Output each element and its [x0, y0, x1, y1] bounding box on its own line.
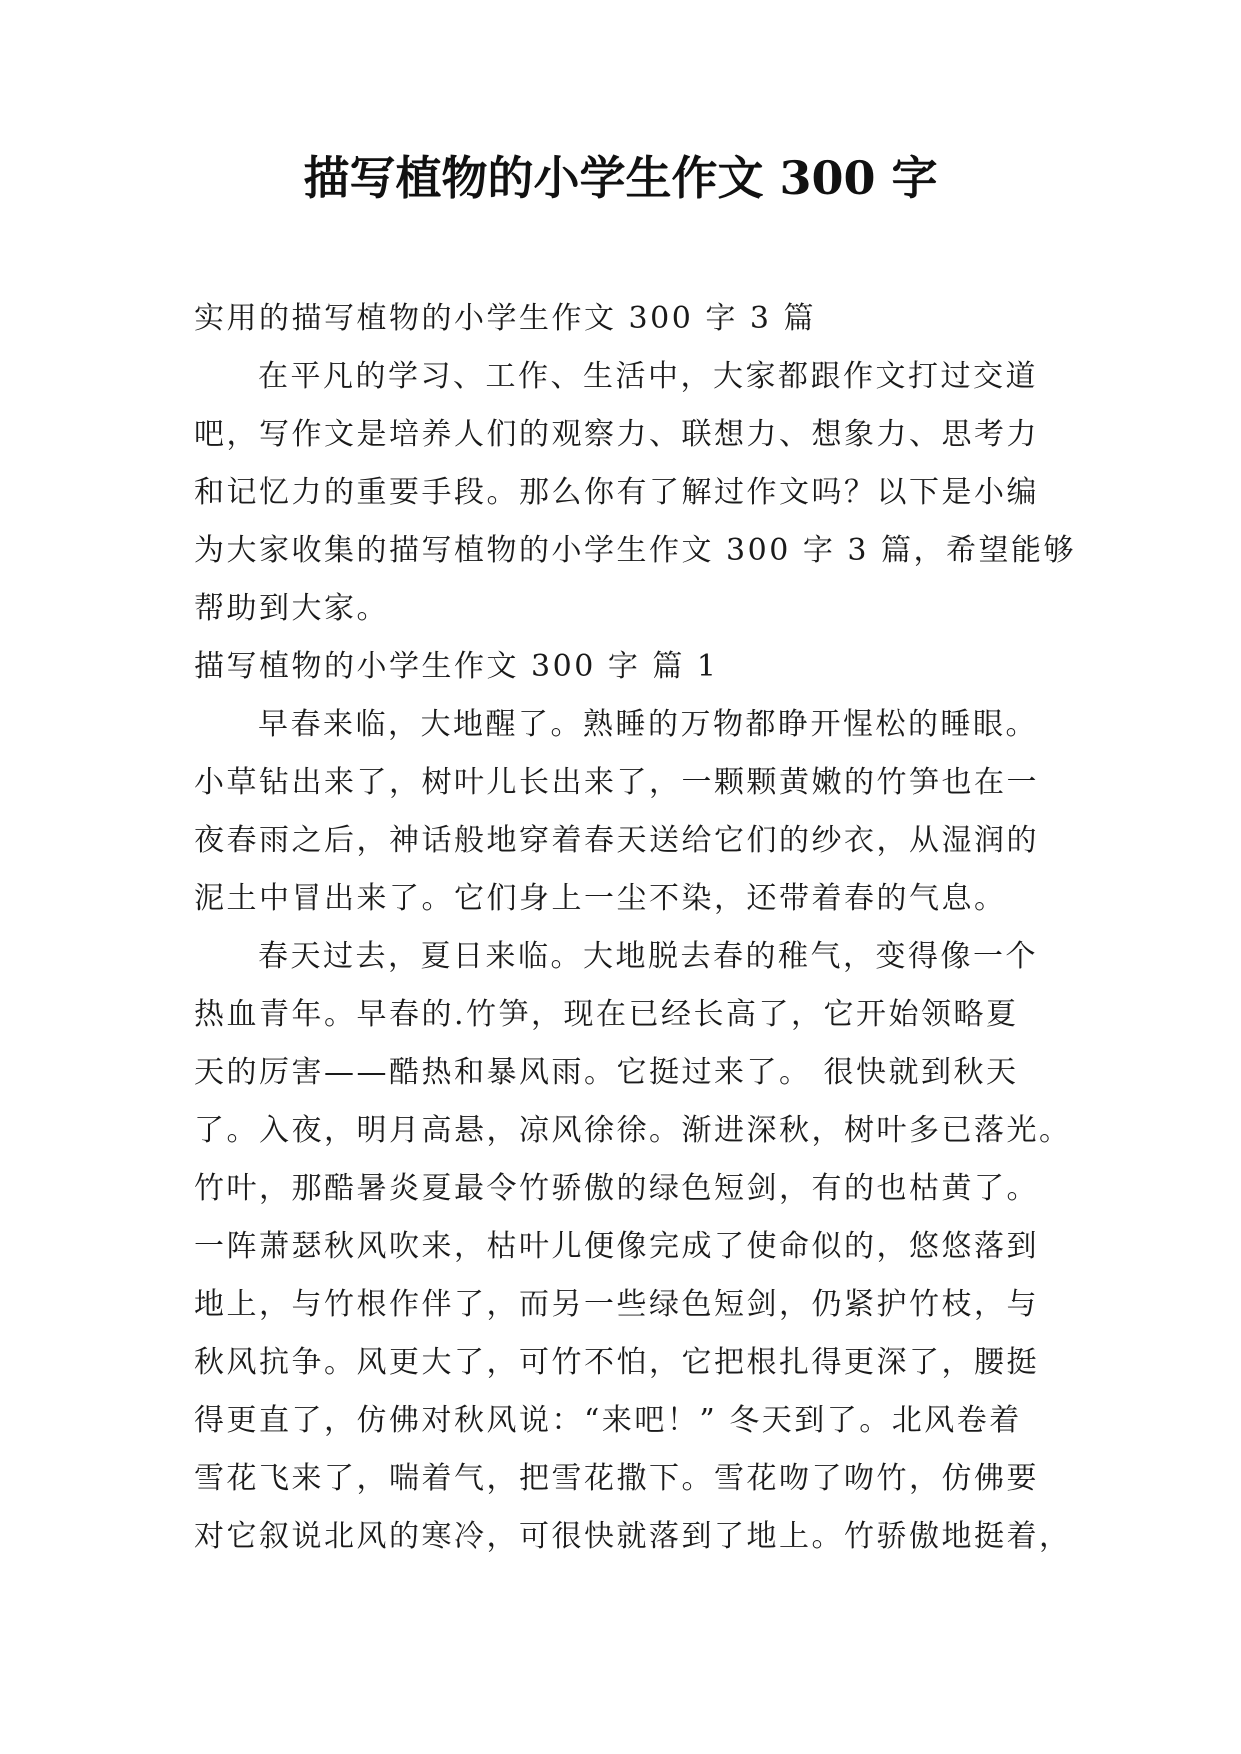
text-line: 描写植物的小学生作文 300 字 篇 1: [194, 649, 719, 684]
text-line: 早春来临，大地醒了。熟睡的万物都睁开惺松的睡眼。: [258, 707, 1038, 742]
text-line: 夜春雨之后，神话般地穿着春天送给它们的纱衣，从湿润的: [194, 823, 1039, 858]
text-line: 竹叶，那酷暑炎夏最令竹骄傲的绿色短剑，有的也枯黄了。: [194, 1171, 1039, 1206]
text-line: 在平凡的学习、工作、生活中，大家都跟作文打过交道: [258, 359, 1038, 394]
text-line: 实用的描写植物的小学生作文 300 字 3 篇: [194, 301, 816, 336]
document-title: 描写植物的小学生作文 300 字: [303, 151, 938, 205]
text-line: 得更直了，仿佛对秋风说：“来吧！” 冬天到了。北风卷着: [194, 1403, 1022, 1438]
text-line: 帮助到大家。: [194, 591, 389, 626]
text-line: 一阵萧瑟秋风吹来，枯叶儿便像完成了使命似的，悠悠落到: [194, 1229, 1039, 1264]
text-line: 秋风抗争。风更大了，可竹不怕，它把根扎得更深了，腰挺: [194, 1345, 1039, 1380]
text-line: 为大家收集的描写植物的小学生作文 300 字 3 篇，希望能够: [194, 533, 1076, 568]
text-line: 小草钻出来了，树叶儿长出来了，一颗颗黄嫩的竹笋也在一: [194, 765, 1039, 800]
text-line: 热血青年。早春的.竹笋，现在已经长高了，它开始领略夏: [194, 997, 1019, 1032]
text-line: 对它叙说北风的寒冷，可很快就落到了地上。竹骄傲地挺着，: [194, 1519, 1072, 1554]
document-body: [194, 290, 1076, 1566]
text-line: 泥土中冒出来了。它们身上一尘不染，还带着春的气息。: [194, 881, 1007, 916]
text-line: 地上，与竹根作伴了，而另一些绿色短剑，仍紧护竹枝，与: [194, 1287, 1039, 1322]
text-line: 春天过去，夏日来临。大地脱去春的稚气，变得像一个: [258, 939, 1038, 974]
text-line: 和记忆力的重要手段。那么你有了解过作文吗？以下是小编: [194, 475, 1039, 510]
text-line: 吧，写作文是培养人们的观察力、联想力、想象力、思考力: [194, 417, 1039, 452]
text-line: 雪花飞来了，喘着气，把雪花撒下。雪花吻了吻竹，仿佛要: [194, 1461, 1039, 1496]
text-line: 天的厉害——酷热和暴风雨。它挺过来了。 很快就到秋天: [194, 1055, 1019, 1090]
text-line: 了。入夜，明月高悬，凉风徐徐。渐进深秋，树叶多已落光。: [194, 1113, 1072, 1148]
